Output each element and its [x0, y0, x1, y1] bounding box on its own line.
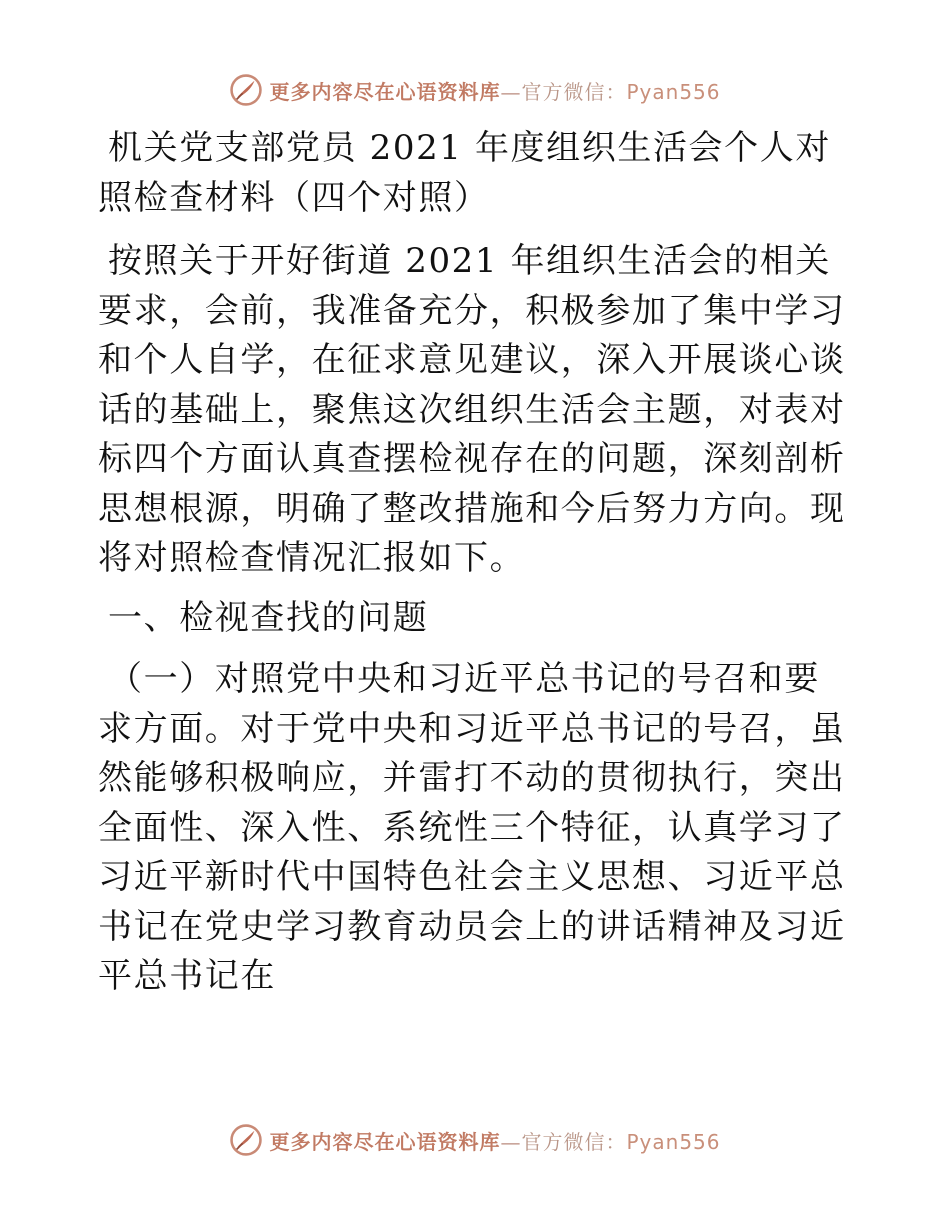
banner-text: [269, 76, 720, 105]
banner-separator: —: [500, 1129, 522, 1154]
footer-banner: [0, 1120, 950, 1160]
banner-brand: 更多内容尽在心语资料库: [269, 1129, 501, 1154]
document-title: 机关党支部党员 2021 年度组织生活会个人对照检查材料（四个对照）: [98, 128, 831, 218]
header-banner: [0, 70, 950, 110]
intro-paragraph: 按照关于开好街道 2021 年组织生活会的相关要求，会前，我准备充分，积极参加了集中学习和个人自学，在征求意见建议，深入开展谈心谈话的基础上，聚焦这次组织生活会主题，对表对标四个方面认真查摆检视存在的问题，深刻剖析思想根源，明确了整改措施和今后努力方向。现将对照检查情况汇报如下。: [98, 241, 846, 578]
quill-logo-icon: [229, 1123, 263, 1157]
banner-wechat-label: 官方微信：: [521, 79, 627, 104]
quill-logo-icon: [229, 73, 263, 107]
banner-brand: 更多内容尽在心语资料库: [269, 79, 501, 104]
section-heading: 一、检视查找的问题: [108, 597, 429, 638]
banner-wechat-id: Pyan556: [626, 1129, 721, 1154]
subsection-paragraph: （一）对照党中央和习近平总书记的号召和要求方面。对于党中央和习近平总书记的号召，虽然能够积极响应，并雷打不动的贯彻执行，突出全面性、深入性、系统性三个特征，认真学习了习近平新时代中国特色社会主义思想、习近平总书记在党史学习教育动员会上的讲话精神及习近平总书记在: [98, 659, 846, 996]
banner-wechat-id: Pyan556: [626, 79, 721, 104]
document-body: [98, 124, 848, 1002]
banner-wechat-label: 官方微信：: [521, 1129, 627, 1154]
banner-text: [269, 1126, 720, 1155]
banner-separator: —: [500, 79, 522, 104]
